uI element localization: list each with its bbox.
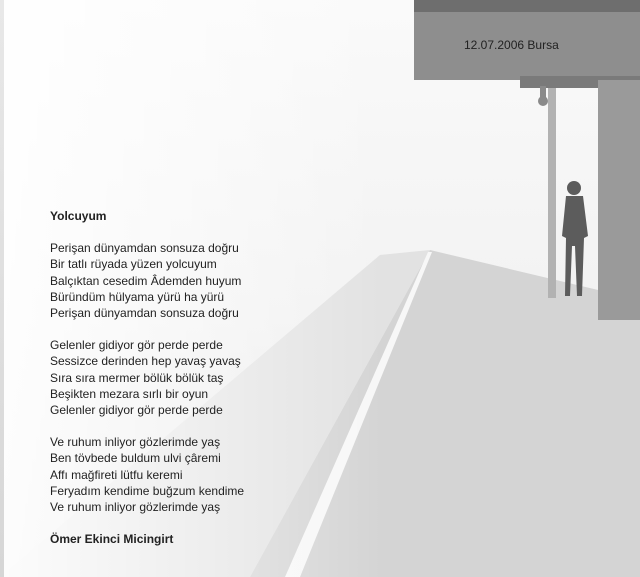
poem-title: Yolcuyum — [50, 209, 107, 223]
verse-line: Büründüm hülyama yürü ha yürü — [50, 289, 225, 304]
verse-line: Ve ruhum inliyor gözlerimde yaş — [50, 435, 221, 450]
stanza-2 — [50, 337, 244, 418]
stanza-3 — [50, 434, 244, 515]
verse-line: Sessizce derinden hep yavaş yavaş — [50, 354, 241, 369]
verse-line: Affı mağfireti lütfu keremi — [50, 467, 183, 482]
date-place-label: 12.07.2006 Bursa — [464, 38, 559, 52]
verse-line: Beşikten mezara sırlı bir oyun — [50, 386, 209, 401]
verse-line: Perişan dünyamdan sonsuza doğru — [50, 306, 239, 321]
poem-body — [50, 208, 244, 547]
verse-line: Gelenler gidiyor gör perde perde — [50, 403, 223, 418]
verse-line: Sıra sıra mermer bölük bölük taş — [50, 370, 224, 385]
verse-line: Balçıktan cesedim Âdemden huyum — [50, 273, 242, 288]
verse-line: Bir tatlı rüyada yüzen yolcuyum — [50, 257, 217, 272]
verse-line: Gelenler gidiyor gör perde perde — [50, 338, 223, 353]
verse-line: Ve ruhum inliyor gözlerimde yaş — [50, 500, 221, 515]
verse-line: Ben tövbede buldum ulvi çâremi — [50, 451, 221, 466]
verse-line: Feryadım kendime buğzum kendime — [50, 483, 245, 498]
stanza-1 — [50, 240, 244, 321]
left-frame-bar — [0, 0, 4, 577]
verse-line: Perişan dünyamdan sonsuza doğru — [50, 241, 239, 256]
poem-author: Ömer Ekinci Micingirt — [50, 532, 174, 547]
